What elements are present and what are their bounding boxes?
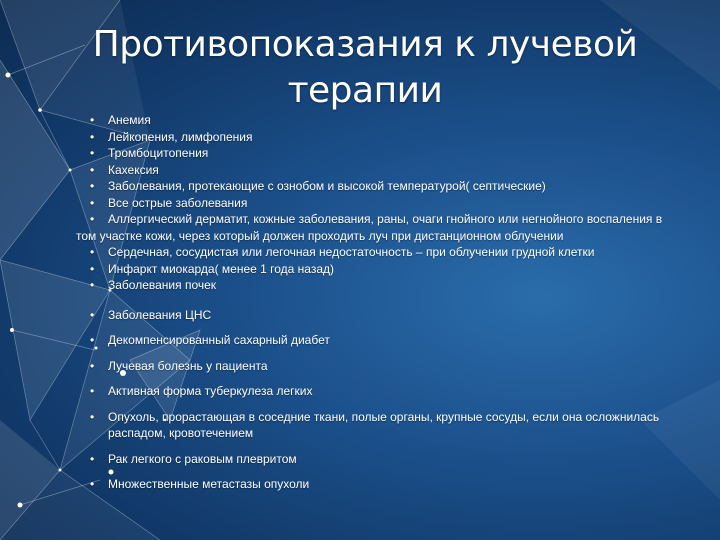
contraindications-list (76, 112, 716, 493)
slide-title-line-2: терапии (287, 70, 443, 111)
list-item (88, 383, 716, 400)
list-item-text: Заболевания, протекающие с ознобом и высокой температурой( септические) (108, 179, 546, 193)
list-item (88, 129, 716, 146)
bullet-icon: • (90, 333, 95, 347)
list-item-text: Аллергический дерматит, кожные заболевания, раны, очаги гнойного или негнойного воспаления в (108, 212, 663, 226)
list-item (88, 261, 716, 278)
bullet-icon: • (90, 179, 95, 193)
list-item-text: Заболевания ЦНС (108, 307, 212, 322)
bullet-icon: • (90, 477, 95, 491)
list-item-text: Кахексия (108, 162, 159, 177)
list-item (88, 277, 716, 294)
list-item-text-continuation: распадом, кровотечением (108, 426, 254, 440)
list-item (88, 112, 716, 129)
list-item (88, 195, 716, 212)
bullet-icon: • (90, 307, 95, 322)
list-item-text: Множественные метастазы опухоли (108, 477, 310, 491)
list-item-text: Лейкопения, лимфопения (108, 129, 253, 144)
bullet-icon: • (90, 358, 95, 373)
bullet-icon: • (90, 162, 95, 177)
list-item-text: Инфаркт миокарда( менее 1 года назад) (108, 261, 335, 276)
list-item (88, 476, 716, 493)
list-item (88, 409, 716, 442)
bullet-icon: • (90, 245, 95, 259)
list-item-text: Опухоль, прорастающая в соседние ткани, полые органы, крупные сосуды, если она осложнилась (108, 409, 660, 424)
bullet-icon: • (90, 278, 95, 292)
list-item (88, 307, 716, 324)
slide-title-line-1: Противопоказания к лучевой (92, 24, 638, 65)
bullet-icon: • (90, 195, 95, 210)
bullet-icon: • (90, 451, 95, 466)
list-item-text: Тромбоцитопения (108, 146, 209, 160)
list-item-text: Сердечная, сосудистая или легочная недостаточность – при облучении грудной клетки (108, 245, 595, 259)
bullet-icon: • (90, 146, 95, 160)
list-item (88, 178, 716, 195)
list-item-text: Лучевая болезнь у пациента (108, 358, 268, 373)
bullet-icon: • (90, 212, 95, 226)
list-item (76, 211, 716, 244)
list-item (88, 244, 716, 261)
list-item-text: Рак легкого с раковым плевритом (108, 451, 297, 466)
list-item-text: Декомпенсированный сахарный диабет (108, 333, 330, 347)
list-item-text: Активная форма туберкулеза легких (108, 384, 313, 398)
bullet-icon: • (90, 129, 95, 144)
bullet-icon: • (90, 409, 95, 424)
list-item-text: Заболевания почек (108, 278, 217, 292)
list-item (88, 332, 716, 349)
list-item-text: Анемия (108, 113, 151, 127)
list-item-text: Все острые заболевания (108, 195, 248, 210)
list-item (88, 358, 716, 375)
list-item (88, 451, 716, 468)
slide-title (60, 22, 670, 114)
bullet-icon: • (90, 384, 95, 398)
bullet-icon: • (90, 113, 95, 127)
list-item (88, 162, 716, 179)
list-item-text-continuation: том участке кожи, через который должен проходить луч при дистанционном облучении (76, 228, 564, 243)
bullet-icon: • (90, 261, 95, 276)
list-item (88, 145, 716, 162)
